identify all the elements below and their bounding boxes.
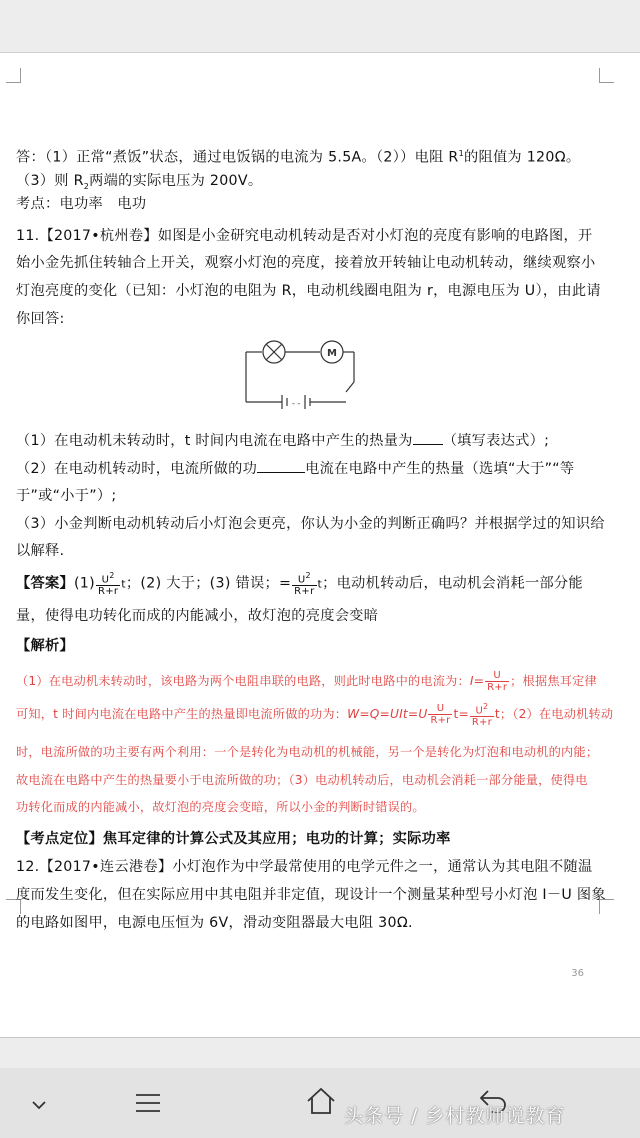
analysis-line-5: 功转化而成的内能减小，故灯泡的亮度会变暗，所以小金的判断时错误的。 (16, 800, 425, 814)
q11-sub-3-cont: 以解释. (16, 543, 65, 559)
menu-icon[interactable] (134, 1092, 162, 1118)
q12-line-1: 12.【2017•连云港卷】小灯泡作为中学最常使用的电学元件之一，通常认为其电阻不随温 (16, 859, 593, 875)
analysis-line-2: 可知，t 时间内电流在电路中产生的热量即电流所做的功为：W=Q=UIt=U $\frac{U}{R+r}$ t= $\frac{U^2}{R+r}$ t；（2）在电动机转动 (16, 701, 614, 729)
home-icon[interactable] (305, 1086, 337, 1120)
battery-dash: - - (292, 399, 301, 408)
kaodian-line: 【考点定位】焦耳定律的计算公式及其应用；电功的计算；实际功率 (16, 831, 451, 847)
page-number: 36 (571, 968, 584, 979)
analysis-line-1: （1）在电动机未转动时，该电路为两个电阻串联的电路，则此时电路中的电流为：I= $\frac{U}{R+r}$ ；根据焦耳定律 (16, 670, 597, 693)
answer-kaodian: 考点：电功率 电功 (16, 196, 147, 212)
q11-line-1: 11.【2017•杭州卷】如图是小金研究电动机转动是否对小灯泡的亮度有影响的电路图，开 (16, 228, 593, 244)
chevron-down-icon[interactable] (30, 1096, 48, 1115)
answer-11: 【答案】(1) $\frac{U^2}{R+r}$ t；(2) 大于；(3) 错误；= $\frac{U^2}{R+r}$ t；电动机转动后，电动机会消耗一部分能 (16, 571, 583, 598)
formula-fraction: $\frac{U}{R+r}$ (430, 703, 451, 726)
q11-sub-1: （1）在电动机未转动时，t 时间内电流在电路中产生的热量为 （填写表达式）; (16, 430, 549, 451)
q11-sub-3: （3）小金判断电动机转动后小灯泡会更亮，你认为小金的判断正确吗？并根据学过的知识给 (16, 516, 605, 532)
analysis-line-3: 时，电流所做的功主要有两个利用：一个是转化为电动机的机械能，另一个是转化为灯泡和电动机的内能； (16, 745, 599, 759)
formula-fraction: $\frac{U^2}{R+r}$ (294, 571, 315, 598)
formula-fraction: $\frac{U^2}{R+r}$ (97, 571, 119, 598)
crop-mark (599, 68, 614, 83)
answer-11-cont: 量，使得电功转化而成的内能减小，故灯泡的亮度会变暗 (16, 608, 379, 624)
answer-line-1: 答：（1）正常“煮饭”状态，通过电饭锅的电流为 5.5A。（2））电阻 $R^1$的阻值为 120Ω。 (16, 149, 581, 166)
q11-line-4: 你回答: (16, 311, 65, 327)
circuit-diagram (240, 290, 370, 410)
q12-line-2: 度而发生变化，但在实际应用中其电阻并非定值，现设计一个测量某种型号小灯泡 I－U 图象 (16, 887, 606, 903)
q11-sub-2-cont: 于”或“小于”）; (16, 488, 117, 504)
formula-fraction: $\frac{U^2}{R+r}$ (471, 701, 492, 729)
formula-fraction: $\frac{U}{R+r}$ (487, 670, 508, 693)
answer-line-2: （3）则 $R_2$两端的实际电压为 200V。 (16, 173, 263, 191)
analysis-label: 【解析】 (16, 638, 74, 654)
q11-line-2: 始小金先抓住转轴合上开关，观察小灯泡的亮度，接着放开转轴让电动机转动，继续观察小 (16, 255, 596, 271)
watermark: 头条号 / 乡村教师说教育 (344, 1105, 566, 1127)
switch-blade (346, 382, 354, 392)
q11-sub-2: （2）在电动机转动时，电流所做的功 电流在电路中产生的热量（选填“大于”“等 (16, 458, 574, 479)
q12-line-3: 的电路如图甲，电源电压恒为 6V，滑动变阻器最大电阻 30Ω. (16, 915, 413, 931)
answer-blank (413, 430, 443, 445)
answer-blank (257, 458, 305, 473)
analysis-line-4: 故电流在电路中产生的热量要小于电流所做的功；（3）电动机转动后，电动机会消耗一部分能量，使得电 (16, 773, 588, 787)
q11-line-3: 灯泡亮度的变化（已知：小灯泡的电阻为 R，电动机线圈电阻为 r，电源电压为 U），由此请 (16, 283, 601, 299)
crop-mark (6, 68, 21, 83)
motor-label: M (327, 348, 337, 359)
